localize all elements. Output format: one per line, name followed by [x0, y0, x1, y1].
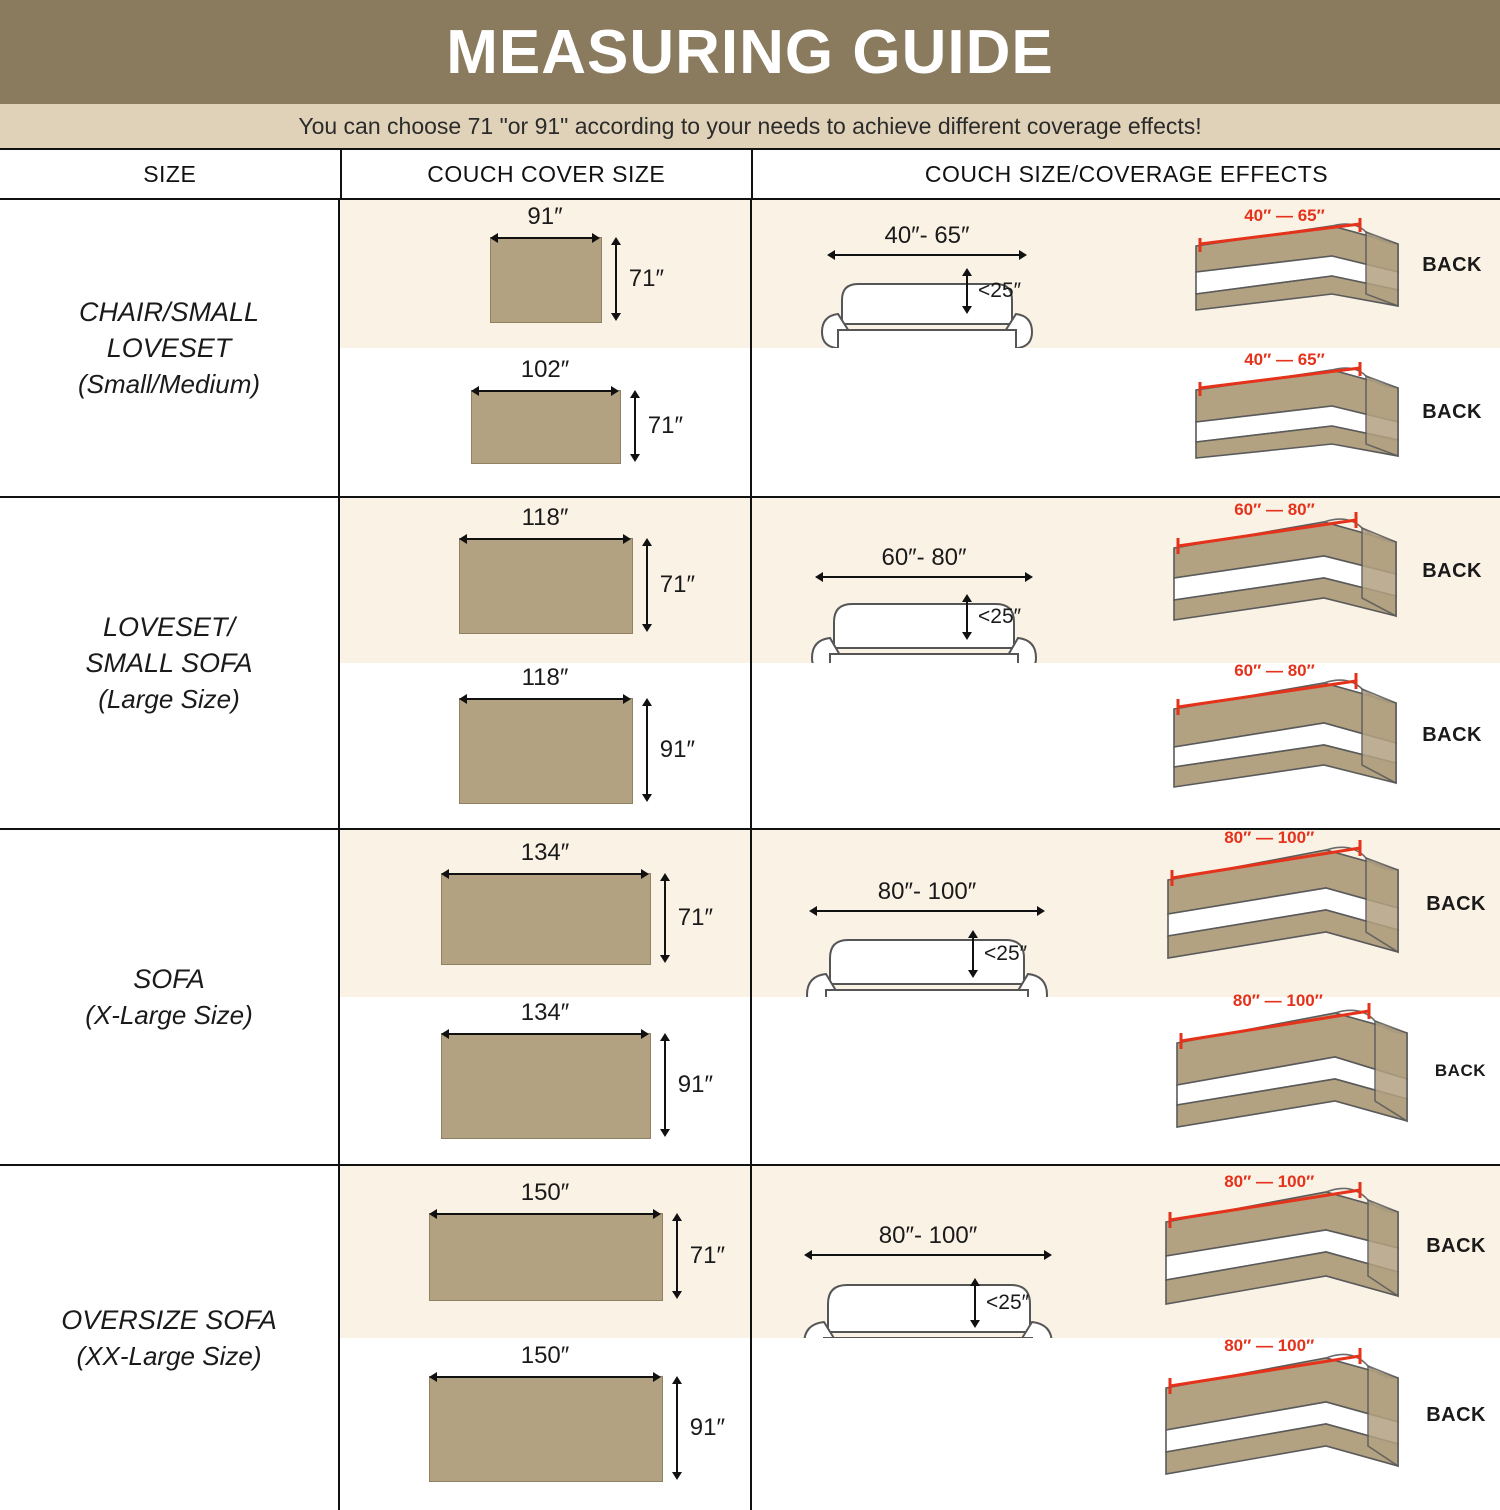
size-line-1: LOVESET/ [102, 612, 236, 643]
cover-height-label: 71″ [689, 1242, 725, 1269]
back-label: BACK [1422, 400, 1482, 423]
column-header-size: SIZE [0, 150, 342, 198]
table-row [0, 200, 1500, 498]
couch-width-label: 80″- 100″ [878, 1222, 978, 1249]
sofa-back-3d-icon [1164, 669, 1412, 801]
back-label: BACK [1422, 253, 1482, 276]
column-header-cover-size: COUCH COVER SIZE [342, 150, 753, 198]
cover-height-dim [672, 1376, 725, 1480]
cover-swatch-2 [471, 356, 683, 462]
cover-width-label: 150″ [520, 1342, 570, 1369]
table-header-row [0, 150, 1500, 200]
cover-width-label: 134″ [520, 998, 570, 1026]
cover-height-dim [672, 1213, 725, 1299]
cover-width-label: 102″ [520, 356, 570, 383]
cover-height-dim [611, 237, 664, 321]
cover-width-dim [471, 356, 619, 396]
seat-depth-dim [968, 930, 1027, 978]
row-effect-diagrams [752, 1166, 1500, 1510]
cover-swatch-1 [459, 503, 695, 632]
back-width-label: 80″ — 100″ [1224, 1172, 1315, 1191]
cover-width-dim [441, 999, 649, 1039]
back-sofa-diagram [1158, 1336, 1486, 1486]
couch-width-label: 40″- 65″ [884, 222, 970, 249]
seat-depth-label: <25″ [978, 605, 1022, 628]
size-line-3: (Small/Medium) [77, 368, 261, 399]
row-cover-diagrams [340, 830, 752, 1164]
back-label: BACK [1426, 1234, 1486, 1257]
cover-height-dim [642, 698, 695, 802]
back-width-label: 60″ — 80″ [1234, 661, 1315, 680]
size-line-3: (Large Size) [98, 683, 240, 714]
size-line-3: (X-Large Size) [85, 999, 253, 1030]
sofa-back-3d-icon [1164, 506, 1412, 636]
back-label: BACK [1426, 1403, 1486, 1426]
back-width-label: 60″ — 80″ [1234, 500, 1315, 519]
cover-diagram-cell [340, 1166, 750, 1338]
cover-height-label: 71″ [647, 412, 683, 439]
row-cover-diagrams [340, 498, 752, 828]
back-width-label: 80″ — 100″ [1224, 828, 1315, 847]
cover-height-dim [660, 873, 713, 963]
back-width-label: 80″ — 100″ [1224, 1336, 1315, 1355]
cover-width-label: 134″ [520, 838, 570, 866]
size-line-1: CHAIR/SMALL [78, 297, 260, 328]
cover-diagram-cell [340, 498, 750, 663]
cover-width-dim [459, 504, 631, 544]
back-width-label: 40″ — 65″ [1244, 206, 1325, 225]
cover-diagram-cell [340, 348, 750, 496]
back-sofa-diagram [1182, 206, 1482, 320]
cover-width-dim [490, 203, 600, 243]
back-width-label: 80″ — 100″ [1232, 991, 1323, 1010]
back-sofa-diagram [1164, 661, 1482, 801]
effect-cell [752, 830, 1500, 997]
back-label: BACK [1434, 1061, 1486, 1080]
back-sofa-diagram [1169, 991, 1486, 1141]
page-subtitle: You can choose 71 "or 91" according to your needs to achieve different coverage effects! [298, 112, 1202, 139]
page-header [0, 0, 1500, 104]
row-size-label [0, 830, 340, 1164]
cover-width-dim [441, 839, 649, 879]
back-sofa-diagram [1164, 500, 1482, 636]
effect-cell [752, 991, 1500, 1164]
cover-diagram-cell [340, 997, 750, 1164]
size-line-1: SOFA [133, 964, 205, 995]
seat-depth-label: <25″ [978, 279, 1022, 302]
column-header-coverage-effects: COUCH SIZE/COVERAGE EFFECTS [924, 160, 1329, 187]
row-size-label [0, 1166, 340, 1510]
cover-diagram-cell [340, 830, 750, 997]
cover-swatch-1 [490, 203, 664, 321]
cover-height-dim [630, 390, 683, 462]
row-effect-diagrams [752, 830, 1500, 1164]
effect-cell [752, 498, 1500, 663]
effect-cell [752, 1338, 1500, 1510]
cover-diagram-cell [340, 663, 750, 828]
size-line-3: (XX-Large Size) [76, 1340, 262, 1371]
effect-cell [752, 1166, 1500, 1338]
back-sofa-diagram [1182, 350, 1482, 468]
cover-width-label: 118″ [521, 503, 569, 531]
page-subtitle-bar [0, 104, 1500, 148]
cover-height-label: 91″ [689, 1414, 725, 1441]
seat-depth-dim [962, 268, 1021, 314]
seat-depth-label: <25″ [986, 1291, 1030, 1314]
cover-height-label: 91″ [659, 735, 695, 763]
back-label: BACK [1422, 723, 1482, 746]
sofa-back-3d-icon [1158, 1344, 1416, 1486]
row-size-label [0, 200, 340, 496]
sofa-back-3d-icon [1182, 356, 1412, 468]
back-sofa-diagram [1158, 1172, 1486, 1316]
cover-width-label: 150″ [520, 1179, 570, 1206]
back-width-label: 40″ — 65″ [1244, 350, 1325, 369]
seat-depth-dim [970, 1278, 1029, 1328]
cover-height-label: 71″ [677, 903, 713, 931]
sofa-back-3d-icon [1169, 1001, 1425, 1141]
cover-width-dim [459, 664, 631, 704]
back-label: BACK [1426, 892, 1486, 915]
cover-width-label: 118″ [521, 663, 569, 691]
sofa-back-3d-icon [1160, 836, 1416, 972]
page-title: MEASURING GUIDE [446, 17, 1054, 87]
seat-depth-label: <25″ [984, 942, 1028, 965]
effect-cell [752, 348, 1500, 496]
cover-height-label: 91″ [677, 1070, 713, 1098]
size-line-2: SMALL SOFA [85, 648, 253, 679]
cover-swatch-1 [429, 1179, 725, 1299]
cover-height-dim [642, 538, 695, 632]
back-label: BACK [1422, 559, 1482, 582]
cover-width-dim [429, 1342, 661, 1382]
cover-height-dim [660, 1033, 713, 1137]
cover-swatch-2 [441, 998, 713, 1137]
cover-height-label: 71″ [659, 570, 695, 598]
row-cover-diagrams [340, 200, 752, 496]
effect-cell [752, 663, 1500, 828]
size-line-2: LOVESET [106, 333, 232, 364]
measuring-table [0, 148, 1500, 1510]
size-line-1: OVERSIZE SOFA [61, 1305, 277, 1336]
table-row [0, 1166, 1500, 1510]
cover-width-label: 91″ [527, 203, 563, 230]
sofa-back-3d-icon [1182, 210, 1412, 320]
row-effect-diagrams [752, 200, 1500, 496]
cover-diagram-cell [340, 1338, 750, 1510]
cover-width-dim [429, 1179, 661, 1219]
effect-cell [752, 200, 1500, 348]
cover-swatch-2 [429, 1342, 725, 1480]
cover-diagram-cell [340, 200, 750, 348]
table-row [0, 498, 1500, 830]
table-row [0, 830, 1500, 1166]
couch-width-label: 80″- 100″ [877, 878, 977, 905]
row-effect-diagrams [752, 498, 1500, 828]
cover-swatch-2 [459, 663, 695, 802]
seat-depth-dim [962, 594, 1021, 640]
row-cover-diagrams [340, 1166, 752, 1510]
sofa-back-3d-icon [1158, 1176, 1416, 1316]
row-size-label [0, 498, 340, 828]
couch-width-label: 60″- 80″ [881, 544, 967, 571]
cover-swatch-1 [441, 838, 713, 963]
cover-height-label: 71″ [628, 265, 664, 292]
back-sofa-diagram [1160, 828, 1486, 972]
